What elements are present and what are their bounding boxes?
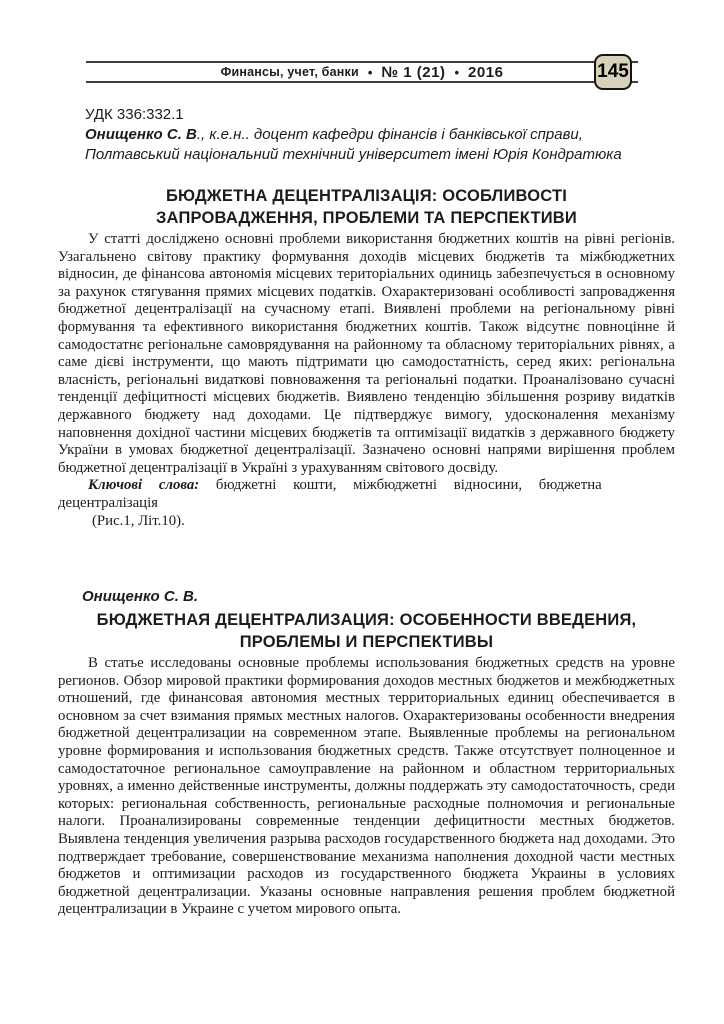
keywords-ua-line2: децентралізація bbox=[58, 494, 158, 511]
author-name-ua: Онищенко С. В bbox=[85, 126, 197, 143]
udc-code: УДК 336:332.1 bbox=[85, 106, 184, 123]
article-title-ua-line2: ЗАПРОВАДЖЕННЯ, ПРОБЛЕМИ ТА ПЕРСПЕКТИВИ bbox=[156, 208, 577, 227]
journal-issue: № 1 (21) bbox=[381, 63, 446, 81]
keywords-ua-line1: бюджетні кошти, міжбюджетні відносини, бюджетна bbox=[215, 477, 602, 494]
author-degree-ua: ., к.е.н.. доцент кафедри фінансів і банківської справи, bbox=[196, 126, 583, 143]
page-number-badge bbox=[594, 54, 632, 90]
author-ru: Онищенко С. В. bbox=[82, 588, 199, 605]
author-block bbox=[85, 125, 665, 164]
affiliation-ua: Полтавський національний технічний університет імені Юрія Кондратюка bbox=[85, 145, 622, 163]
abstract-ru: В статье исследованы основные проблемы использования бюджетных средств на уровне регионов. Обзор мировой практики формирования доходов местных бюджетов и межбюджетных отношений, где финансовая автономия местных территориальных единиц обеспечивается в основном за счет взимания прямых местных налогов. Охарактеризованы особенности внедрения бюджетной децентрализации на современном этапе. Выявленные проблемы на региональном уровне формирования и использования бюджетных средств. Также отсутствует полноценное и самодостаточное региональное самоуправление на районном и областном территориальных уровнях, а именно действенные инструменты, должны поддержать эту самодостаточность, среди которых: региональная собственность, региональные расходные полномочия и региональные налоги. Проанализированы современные тенденции дефицитности местных бюджетов. Выявлена тенденция увеличения разрыва расходов государственного бюджета над доходами. Это подтверждает требование, совершенствование механизма наполнения доходной части местных бюджетов и оптимизации расходов из государственного бюджета Украины в условиях бюджетной децентрализации. Указаны основные направления решения проблем бюджетной децентрализации в Украине с учетом мирового опыта. bbox=[58, 655, 675, 918]
author-line bbox=[85, 125, 665, 145]
journal-year: 2016 bbox=[468, 63, 504, 81]
article-title-ru bbox=[58, 610, 675, 653]
journal-name: Финансы, учет, банки bbox=[220, 65, 359, 79]
keywords-label-ua: Ключові слова: bbox=[88, 477, 200, 494]
journal-header-band bbox=[86, 61, 638, 83]
article-title-ru-line1: БЮДЖЕТНАЯ ДЕЦЕНТРАЛИЗАЦИЯ: ОСОБЕННОСТИ ВВЕДЕНИЯ, bbox=[96, 611, 637, 629]
article-title-ua-line1: БЮДЖЕТНА ДЕЦЕНТРАЛІЗАЦІЯ: ОСОБЛИВОСТІ bbox=[165, 187, 568, 205]
keywords-ua bbox=[58, 477, 675, 495]
article-title-ru-line2: ПРОБЛЕМЫ И ПЕРСПЕКТИВЫ bbox=[239, 632, 494, 651]
figures-note: (Рис.1, Літ.10). bbox=[92, 512, 185, 529]
page-number: 145 bbox=[597, 61, 629, 82]
header-bullet-icon: • bbox=[454, 64, 460, 80]
abstract-ua: У статті досліджено основні проблеми використання бюджетних коштів на рівні регіонів. Узагальнено світову практику формування доходів місцевих бюджетів та міжбюджетних відносин, де фінансова автономія місцевих територіальних одиниць забезпечується в основному за рахунок стягування прямих місцевих податків. Охарактеризовані особливості запровадження бюджетної децентралізації на сучасному етапі. Виявлені проблеми на регіональному рівні формування та ефективного використання бюджетних коштів. Також відсутнє повноцінне й самодостатнє регіональне самоврядування на районному та обласному територіальних рівнях, а саме дієві інструменти, що мають підтримати цю самодостатність, серед яких: регіональна власність, регіональні видаткові повноваження та регіональні податки. Проаналізовано сучасні тенденції дефіцитності місцевих бюджетів. Виявлено тенденцію збільшення розриву видатків державного бюджету над доходами. Це підтверджує вимогу, удосконалення механізму наповнення дохідної частини місцевих бюджетів та оптимізації видатків з державного бюджету України в умовах бюджетної децентралізації. Зазначено основні напрями вирішення проблем бюджетної децентралізації в Україні з урахуванням світового досвіду. bbox=[58, 231, 675, 476]
abstract-section-ua bbox=[58, 231, 675, 530]
article-title-ua bbox=[58, 186, 675, 229]
header-bullet-icon: • bbox=[367, 64, 373, 80]
